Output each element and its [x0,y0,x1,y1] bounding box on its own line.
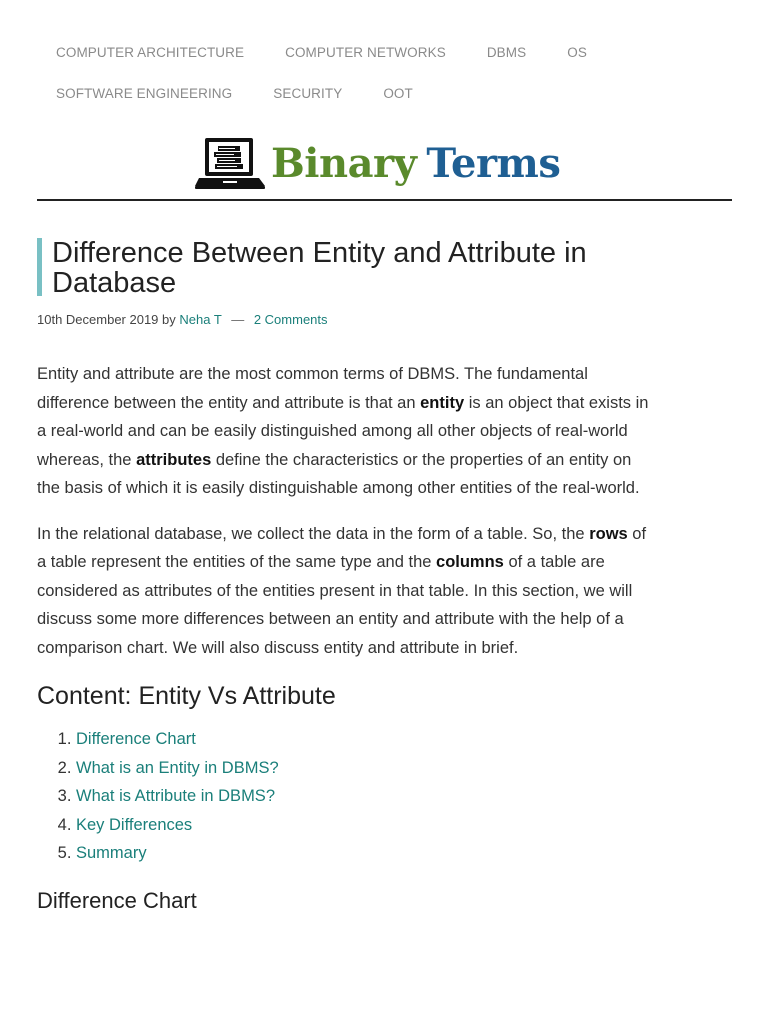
header-divider [37,199,732,201]
toc-link-key-differences[interactable]: Key Differences [76,815,193,834]
nav-link-computer-architecture[interactable]: COMPUTER ARCHITECTURE [56,45,245,60]
toc-link-what-is-entity[interactable]: What is an Entity in DBMS? [76,758,279,777]
intro-paragraph [37,360,649,503]
p2-bold-columns: columns [436,553,504,571]
toc-item [76,839,649,868]
p1-text-a: Entity and attribute are the most common terms of DBMS. The fundamental difference between the entity and attribute is that an [37,365,588,412]
nav-link-software-engineering[interactable]: SOFTWARE ENGINEERING [56,86,233,101]
p2-text-c: of a table represent the entities of the same type and the [37,524,647,571]
article-meta [37,312,328,327]
nav-link-security[interactable]: SECURITY [273,86,343,101]
toc-link-difference-chart[interactable]: Difference Chart [76,730,196,748]
nav-link-dbms[interactable]: DBMS [486,45,527,60]
p2-bold-rows: rows [589,524,628,543]
article-header [37,238,657,298]
table-of-contents [37,725,649,868]
p1-text-c: is an object that exists in a real-world and can be easily distinguished among all other objects of real-world whereas, the [37,393,649,469]
post-date: 10th December 2019 [37,312,159,327]
toc-item [76,811,649,840]
nav-link-oot[interactable]: OOT [383,86,413,101]
toc-item [76,725,649,754]
second-paragraph [37,520,649,663]
toc-link-what-is-attribute[interactable]: What is Attribute in DBMS? [76,787,275,805]
by-label: by [162,312,176,327]
toc-link-summary[interactable]: Summary [76,844,147,862]
nav-link-computer-networks[interactable]: COMPUTER NETWORKS [285,45,446,60]
p1-bold-entity: entity [420,393,465,412]
laptop-books-icon [195,136,265,190]
p2-text-e: of a table are considered as attributes of the entities present in that table. In this section, we will discuss some more differences between an entity and attribute with the help of a comparison chart. We will also discuss entity and attribute in brief. [37,553,633,657]
p1-bold-attributes: attributes [136,450,212,469]
nav-link-os[interactable]: OS [567,45,587,60]
title-accent-bar [37,238,42,296]
meta-separator: — [231,312,245,327]
difference-chart-heading: Difference Chart [37,887,197,913]
author-link[interactable]: Neha T [179,312,222,327]
nav-row-2 [56,86,454,101]
p1-text-e: define the characteristics or the properties of an entity on the basis of which it is easily distinguishable among other entities of the real-world. [37,450,640,497]
toc-item [76,754,649,783]
nav-row-1 [56,45,628,60]
article-body [37,360,649,914]
content-heading: Content: Entity Vs Attribute [37,682,336,710]
comments-link[interactable]: 2 Comments [253,312,328,327]
brand-word-terms: Terms [426,139,561,187]
site-logo[interactable] [195,135,560,191]
brand-word-binary: Binary [271,139,417,187]
toc-item [76,782,649,811]
p2-text-a: In the relational database, we collect the data in the form of a table. So, the [37,524,590,543]
page-title: Difference Between Entity and Attribute in Database [52,237,587,299]
brand-name [271,140,560,187]
